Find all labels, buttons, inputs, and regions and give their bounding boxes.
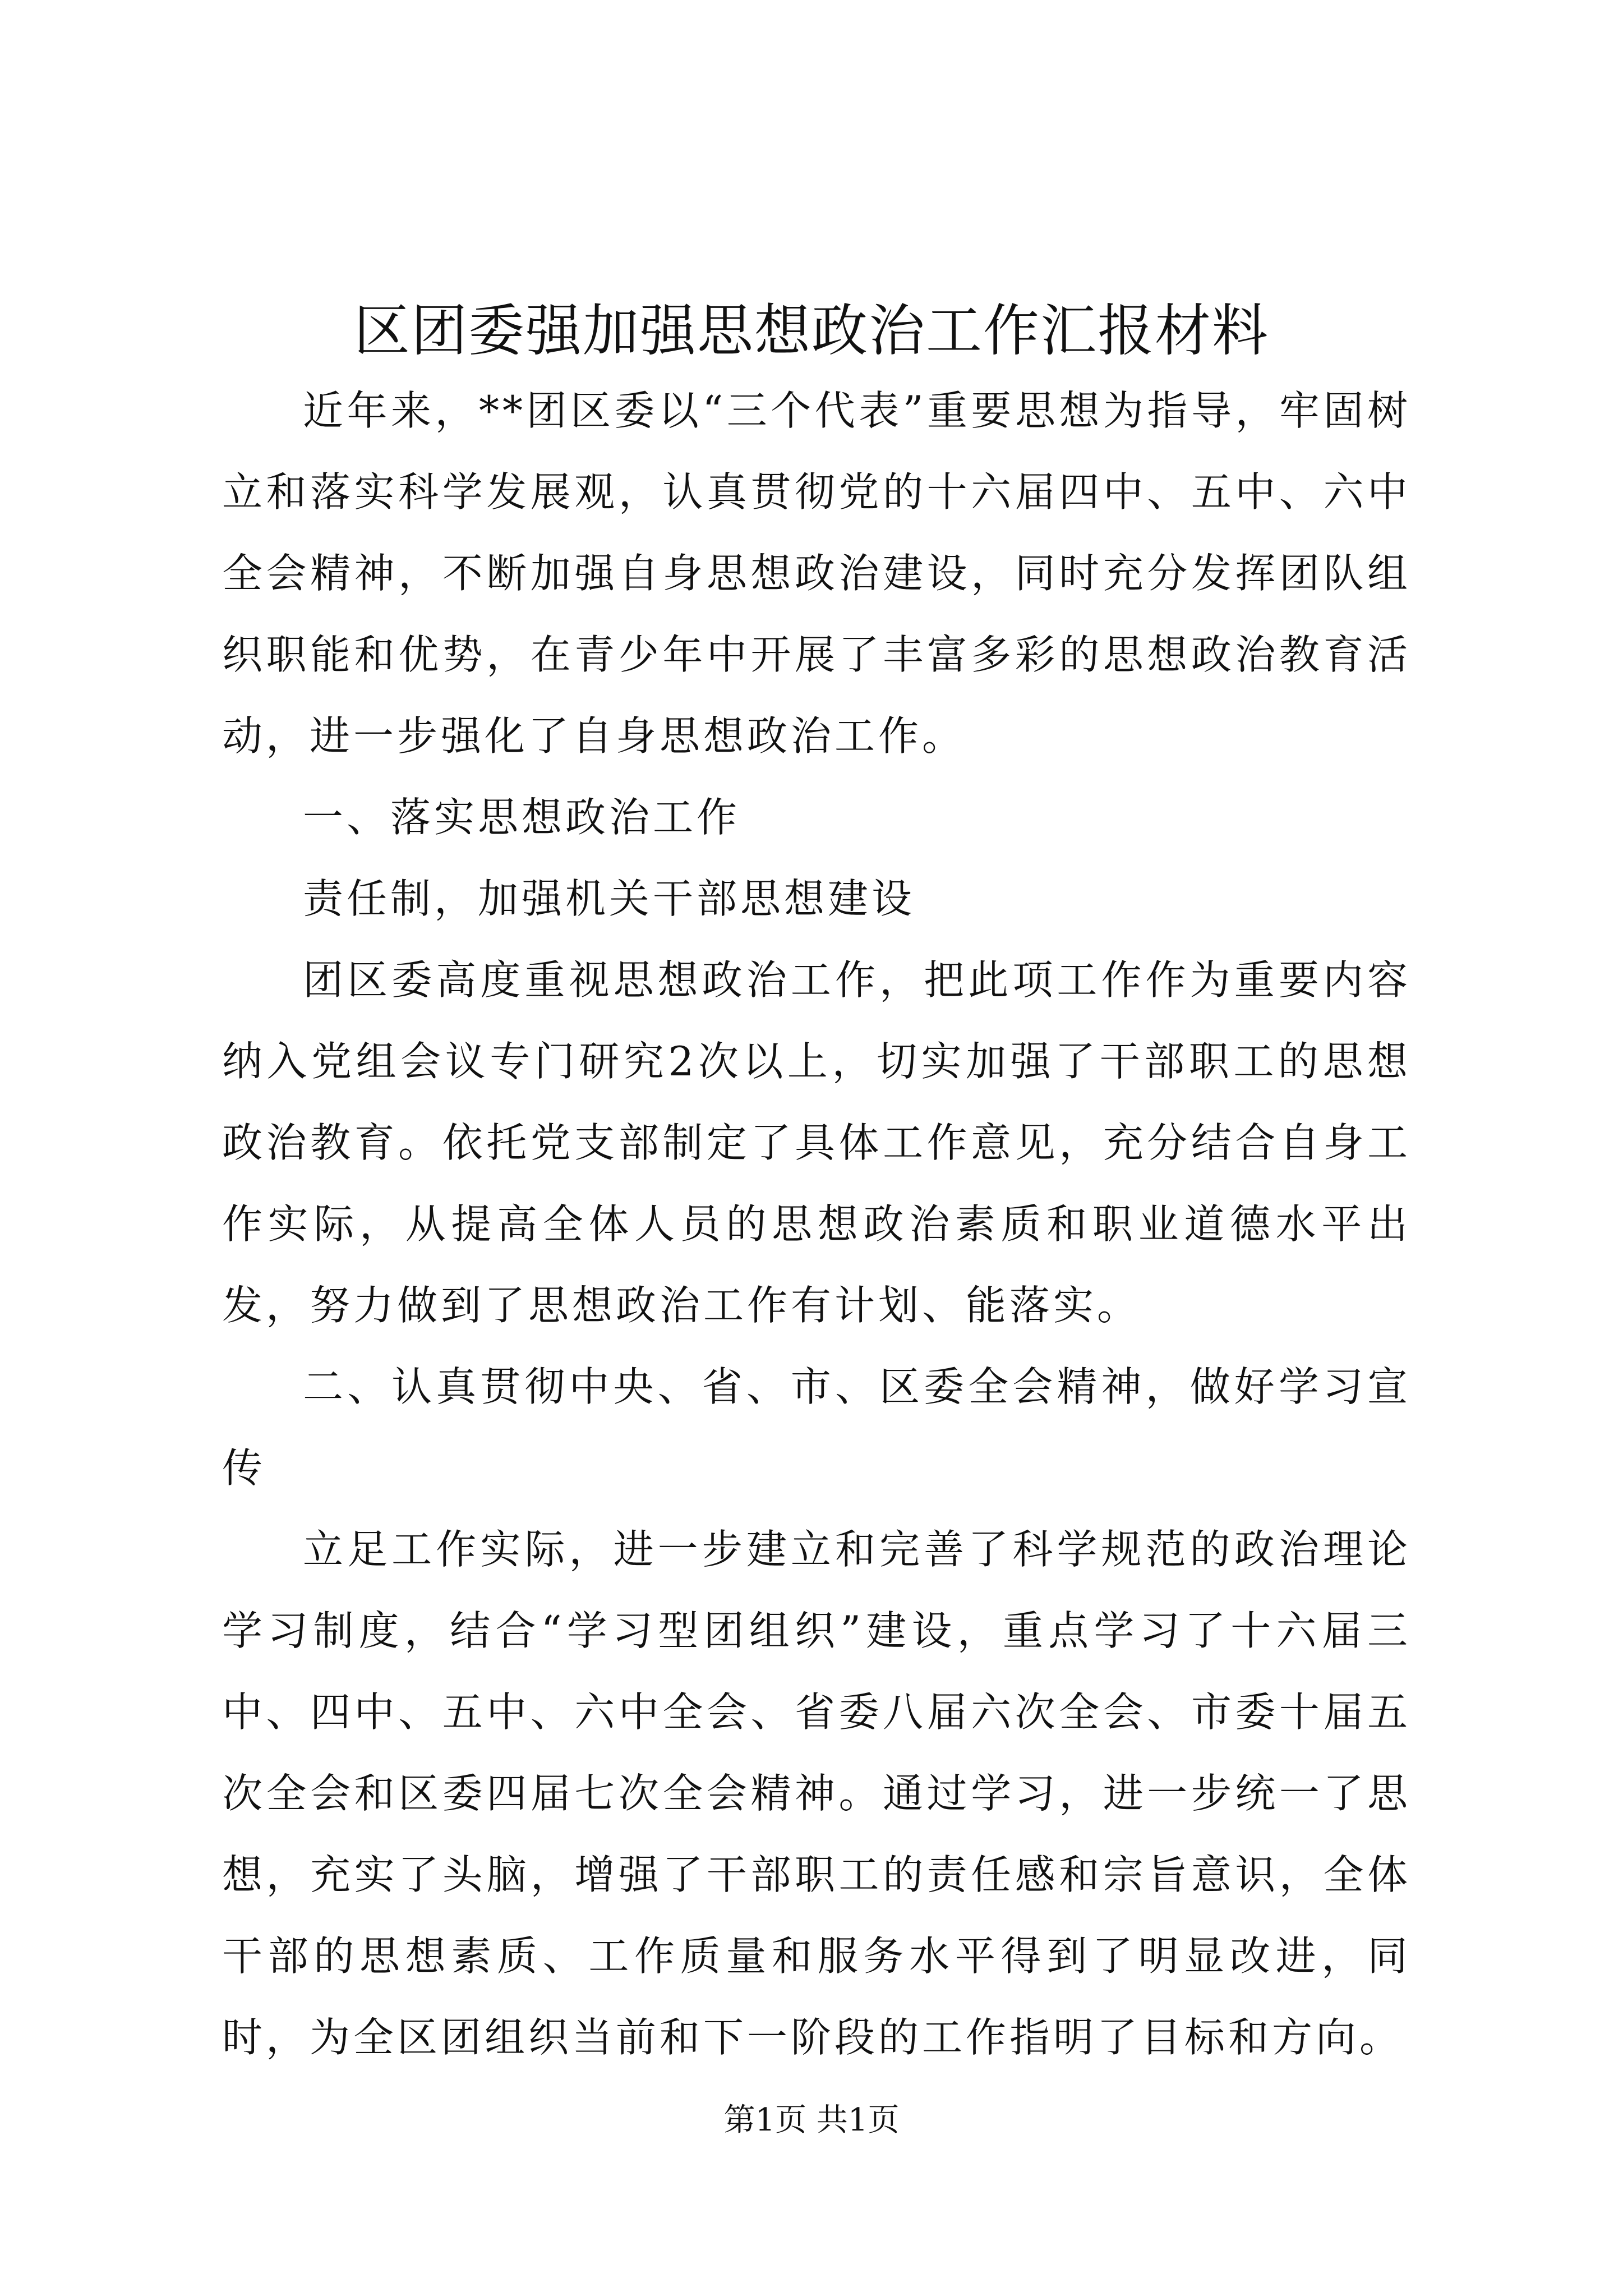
section-heading-1: 一、落实思想政治工作 [303, 794, 741, 841]
paragraph-intro: 近年来，**团区委以“三个代表”重要思想为指导，牢固树立和落实科学发展观，认真贯彻党的十六届四中、五中、六中全会精神，不断加强自身思想政治建设，同时充分发挥团队组织职能和优势，在青少年中开展了丰富多彩的思想政治教育活动，进一步强化了自身思想政治工作。 [222, 387, 1411, 760]
paragraph-section-2: 立足工作实际，进一步建立和完善了科学规范的政治理论学习制度，结合“学习型团组织”建设，重点学习了十六届三中、四中、五中、六中全会、省委八届六次全会、市委十届五次全会和区委四届七次全会精神。通过学习，进一步统一了思想，充实了头脑，增强了干部职工的责任感和宗旨意识，全体干部的思想素质、工作质量和服务水平得到了明显改进，同时，为全区团组织当前和下一阶段的工作指明了目标和方向。 [222, 1526, 1411, 2061]
paragraph-section-1: 团区委高度重视思想政治工作，把此项工作作为重要内容纳入党组会议专门研究2次以上，切实加强了干部职工的思想政治教育。依托党支部制定了具体工作意见，充分结合自身工作实际，从提高全体人员的思想政治素质和职业道德水平出发，努力做到了思想政治工作有计划、能落实。 [222, 956, 1411, 1329]
document-body [222, 370, 1411, 2078]
section-heading-1-continued: 责任制，加强机关干部思想建设 [303, 875, 916, 922]
section-heading-2: 二、认真贯彻中央、省、市、区委全会精神，做好学习宣传 [222, 1363, 1411, 1492]
document-title: 区团委强加强思想政治工作汇报材料 [354, 298, 1269, 364]
page-footer: 第1页 共1页 [723, 2102, 900, 2138]
